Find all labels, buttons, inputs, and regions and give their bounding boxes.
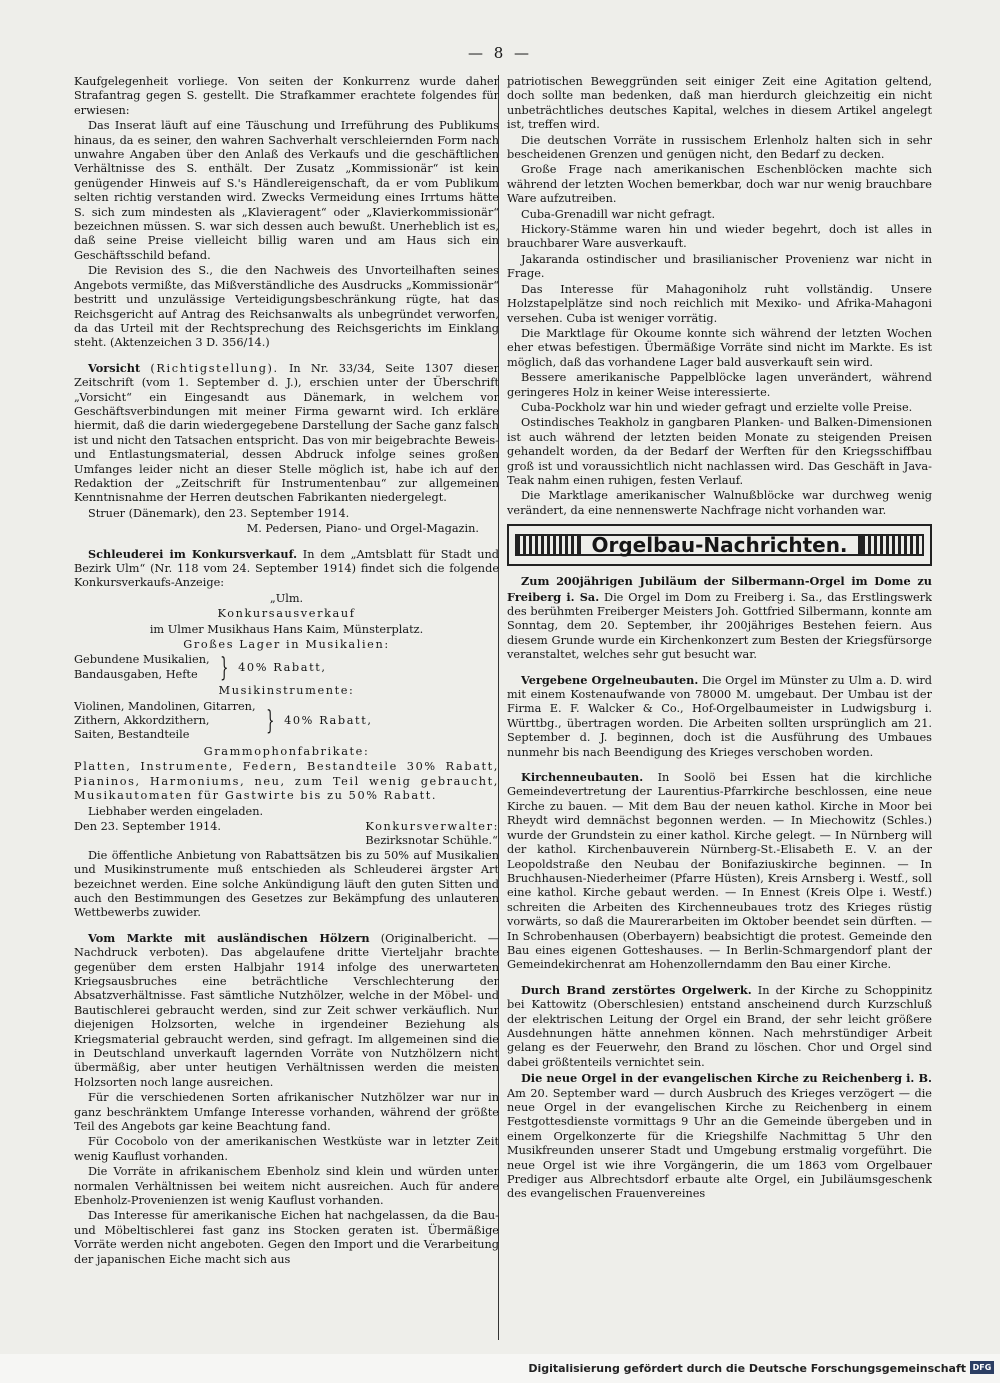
page-number: — 8 — (467, 44, 533, 62)
section-banner (507, 524, 932, 566)
ad-text: Platten, Instrumente, Federn, Bestandteile 30% Rabatt, Pianinos, Harmoniums, neu, zum Teil wenig gebraucht, Musikautomaten für Gastwirte bis zu 50% Rabatt. (74, 760, 499, 803)
right-column (507, 75, 932, 1345)
ad-administrator (365, 820, 499, 849)
ad-section-heading: Musikinstrumente: (218, 684, 355, 698)
paragraph: Die Marktlage amerikanischer Walnußblöcke war durchweg wenig verändert, da eine nennenswerte Nachfrage nicht vorhanden war. (507, 489, 932, 517)
paragraph: Für die verschiedenen Sorten afrikanischer Nutzhölzer war nur in ganz beschränktem Umfange Interesse vorhanden, während der größte Teil des Angebots gar keine Beachtung fand. (74, 1091, 499, 1134)
article-brand (507, 983, 932, 1070)
article-vorsicht (74, 361, 499, 506)
signature: M. Pedersen, Piano- und Orgel-Magazin. (246, 522, 479, 536)
article-heading: Vorsicht (88, 360, 141, 375)
paragraph: Das Interesse für amerikanische Eichen hat nachgelassen, da die Bau- und Möbeltischlerei fast ganz ins Stocken geraten ist. Übermäßige Vorräte werden nicht angeboten. Gegen den Import und die Verarbeitung der japanischen Eiche macht sich aus (74, 1209, 499, 1266)
ad-title: Konkursausverkauf (217, 607, 356, 621)
paragraph: Kaufgelegenheit vorliege. Von seiten der Konkurrenz wurde daher Strafantrag gegen S. gestellt. Die Strafkammer erachtete folgendes für erwiesen: (74, 75, 499, 117)
banner-ornament (515, 534, 579, 556)
article-text: In dem „Amtsblatt für Stadt und Bezirk Ulm“ (Nr. 118 vom 24. September 1914) findet sich die folgende Konkursverkaufs-Anzeige: (74, 547, 499, 590)
paragraph: Die Vorräte in afrikanischem Ebenholz sind klein und würden unter normalen Verhältnissen bei weitem nicht ausreichen. Auch für andere Ebenholz-Provenienzen ist wenig Kauflust vorhanden. (74, 1165, 499, 1208)
paragraph: Die Marktlage für Okoume konnte sich während der letzten Wochen eher etwas befestigen. Übermäßige Vorräte sind nicht im Markte. Es ist möglich, daß das vorhandene Lager bald ausverkauft sein wird. (507, 326, 932, 369)
ad-kv-name: Bezirksnotar Schühle.“ (365, 834, 498, 848)
brace: } (219, 652, 228, 683)
ad-item: Zithern, Akkordzithern, (74, 714, 210, 728)
article-kirchenneubauten (507, 770, 932, 973)
footer-credit: Digitalisierung gefördert durch die Deutsche Forschungsgemeinschaft (528, 1362, 966, 1375)
article-orgelneubauten (507, 673, 932, 760)
article-text: In Nr. 33/34, Seite 1307 dieser Zeitschrift (vom 1. September d. J.), erschien unter der Überschrift „Vorsicht“ ein Eingesandt aus Dänemark, in welchem vor Geschäftsverbindungen mit meiner Firma gewarnt wird. Ich erkläre hiermit, daß die darin wiedergegebene Darstellung der Sache ganz falsch ist und nicht den Tatsachen entspricht. Das von mir beigebrachte Beweis- und Entlastungsmaterial, dessen Abdruck infolge seines großen Umfanges leider nicht an dieser Stelle möglich ist, habe ich auf der Redaktion der „Zeitschrift für Instrumentenbau“ zur allgemeinen Kenntnisnahme der Herren deutschen Fabrikanten niedergelegt. (74, 361, 499, 505)
ad-item: Saiten, Bestandteile (74, 728, 190, 742)
paragraph: Für Cocobolo von der amerikanischen Westküste war in letzter Zeit wenig Kauflust vorhanden. (74, 1135, 499, 1163)
paragraph: Die Revision des S., die den Nachweis des Unvorteilhaften seines Angebots vermißte, das Mißverständliche des Ausdrucks „Kommissionär“ bestritt und unzulässige Verteidigungsbeschränkung rügte, hat das Reichsgericht auf Antrag des Reichsanwalts als unbegründet verworfen, da das Urteil mit der Rechtsprechung des Reichsgerichts im Einklang steht. (Aktenzeichen 3 D. 356/14.) (74, 264, 499, 350)
ad-kv-label: Konkursverwalter: (365, 819, 499, 833)
ad-shop: im Ulmer Musikhaus Hans Kaim, Münsterplatz. (149, 622, 424, 636)
ad-date: Den 23. September 1914. (74, 819, 222, 833)
paragraph: Hickory-Stämme waren hin und wieder begehrt, doch ist alles in brauchbarer Ware ausverkauft. (507, 223, 932, 251)
ad-group-musikalien (74, 653, 499, 682)
ad-section-heading: Großes Lager in Musikalien: (183, 638, 390, 652)
paragraph: Ostindisches Teakholz in gangbaren Planken- und Balken-Dimensionen ist auch während der letzten beiden Monate zu steigenden Preisen gehandelt worden, da der Bedarf der Werften für den Kriegsschiffbau groß ist und voraussichtlich nicht nachlassen wird. Das Geschäft in Java-Teak nahm einen ruhigen, festen Verlauf. (507, 416, 932, 487)
ad-footer (74, 820, 499, 849)
ad-item: Violinen, Mandolinen, Gitarren, (74, 699, 256, 713)
article-text: Die Orgel im Dom zu Freiberg i. Sa., das Erstlingswerk des berühmten Freiberger Meisters Joh. Gottfried Silbermann, konnte am Sonntag, dem 20. September, ihr 200jähriges Bestehen feiern. Aus diesem Grunde wurde ein Kirchenkonzert zum Besten der Kriegsfürsorge veranstaltet, welches sehr gut besucht war. (507, 590, 932, 662)
ad-text: Liebhaber werden eingeladen. (88, 804, 264, 818)
article-markt (74, 931, 499, 1090)
article-subheading: (Richtigstellung). (150, 361, 279, 375)
paragraph: Die deutschen Vorräte in russischem Erlenholz halten sich in sehr bescheidenen Grenzen und genügen nicht, den Bedarf zu decken. (507, 133, 932, 162)
article-heading: Zum 200jährigen Jubiläum der Silbermann-Orgel im Dome zu Freiberg i. Sa. (507, 574, 932, 604)
ad-discount: 40% Rabatt, (238, 660, 327, 674)
article-heading: Die neue Orgel in der evangelischen Kirche zu Reichenberg i. B. (521, 1071, 932, 1086)
left-column (74, 75, 499, 1345)
article-heading: Durch Brand zerstörtes Orgelwerk. (521, 982, 752, 997)
article-heading: Kirchenneubauten. (521, 770, 644, 785)
brace: } (265, 706, 274, 737)
article-heading: Vergebene Orgelneubauten. (521, 672, 699, 687)
article-text: Die Orgel im Münster zu Ulm a. D. wird mit einem Kostenaufwande von 78000 M. umgebaut. Der Umbau ist der Firma E. F. Walcker & Co., Hof-Orgelbaumeister in Ludwigsburg i. Württbg., übertragen worden. Die Arbeiten sollten ursprünglich am 21. September d. J. beginnen, doch ist die Ausführung des Umbaues nunmehr bis nach Beendigung des Krieges verschoben worden. (507, 673, 932, 759)
paragraph: Bessere amerikanische Pappelblöcke lagen unverändert, während geringeres Holz in keiner Weise interessierte. (507, 371, 932, 399)
article-text: In der Kirche zu Schoppinitz bei Kattowitz (Oberschlesien) entstand anscheinend durch Kurzschluß der elektrischen Leitung der Orgel ein Brand, der sehr leicht größere Ausdehnungen hätte annehmen können. Nach mehrstündiger Arbeit gelang es der Feuerwehr, den Brand zu löschen. Chor und Orgel sind dabei größtenteils vernichtet sein. (507, 983, 932, 1069)
ad-discount: 40% Rabatt, (284, 714, 373, 728)
article-text: Am 20. September ward — durch Ausbruch des Krieges verzögert — die neue Orgel in der evangelischen Kirche zu Reichenberg in einem Festgottesdienste vormittags 9 Uhr an die Gemeinde übergeben und in einem Orgelkonzerte für die Kriegshilfe Nachmittag 5 Uhr den Musikfreunden unserer Stadt und Umgebung erstmalig vorgeführt. Die neue Orgel ist wie ihre Vorgängerin, die um 1863 vom Orgelbauer Prediger aus Albrechtsdorf erbaute alte Orgel, ein Jubiläumsgeschenk des evangelischen Frauenvereines (507, 1086, 932, 1201)
dfg-logo: DFG (970, 1361, 994, 1374)
ad-section-heading: Grammophonfabrikate: (203, 744, 370, 758)
ad-group-instrumente (74, 700, 499, 743)
article-text: In Soolö bei Essen hat die kirchliche Gemeindevertretung der Laurentius-Pfarrkirche beschlossen, eine neue Kirche zu bauen. — Mit dem Bau der neuen kathol. Kirche in Moor bei Rheydt wird demnächst begonnen werden. — In Miechowitz (Schles.) wurde der Grundstein zu einer kathol. Kirche gelegt. — In Nürnberg will der kathol. Kirchenbauverein Nürnberg-St.-Elisabeth E. V. an der Leopoldstraße den Neubau der Bonifaziuskirche beginnen. — In Bruchhausen-Niederheimer (Pfarre Hüsten), Kreis Arnsberg i. Westf., soll eine kathol. Kirche gebaut werden. — In Ennest (Kreis Olpe i. Westf.) schreiten die Arbeiten des Kirchenneubaues trotz des Krieges rüstig vorwärts, so daß die Maurerarbeiten im Oktober beendet sein dürften. — In Schrobenhausen (Oberbayern) beabsichtigt die protest. Gemeinde den Bau eines eigenen Gotteshauses. — In Berlin-Schmargendorf plant der Gemeindekirchenrat am Hohenzollerndamm den Bau einer Kirche. (507, 771, 932, 972)
paragraph: Das Inserat läuft auf eine Täuschung und Irreführung des Publikums hinaus, da es seiner, den wahren Sachverhalt verschleiernden Form nach unwahre Angaben über den Anlaß des Verkaufs und die geschäftlichen Verhältnisse des S. enthält. Der Zusatz „Kommissionär“ ist kein genügender Hinweis auf S.'s Händlereigenschaft, da er vom Publikum selten richtig verstanden wird. Zwecks Vermeidung eines Irrtums hätte S. sich zum mindesten als „Klavieragent“ oder „Klavierkommissionär“ bezeichnen müssen. S. war sich dessen auch bewußt. Unerheblich ist es, daß seine Preise vielleicht billig waren und am Haus sich ein Geschäftsschild befand. (74, 119, 499, 262)
ad-place: „Ulm. (269, 591, 304, 605)
footer-bar (0, 1354, 1000, 1383)
banner-ornament (860, 534, 924, 556)
paragraph: Die öffentliche Anbietung von Rabattsätzen bis zu 50% auf Musikalien und Musikinstrumente muß entschieden als Schleuderei ärgster Art bezeichnet werden. Eine solche Ankündigung läuft den guten Sitten und auch den Bestimmungen des Gesetzes zur Bekämpfung des unlauteren Wettbewerbs zuwider. (74, 848, 499, 920)
ad-item: Gebundene Musikalien, (74, 653, 210, 667)
ad-item: Bandausgaben, Hefte (74, 667, 198, 681)
dateline: Struer (Dänemark), den 23. September 1914. (88, 506, 350, 520)
paragraph: Cuba-Grenadill war nicht gefragt. (521, 207, 716, 221)
article-heading: Vom Markte mit ausländischen Hölzern (88, 930, 370, 945)
paragraph: Große Frage nach amerikanischen Eschenblöcken machte sich während der letzten Wochen bemerkbar, doch war nur wenig brauchbare Ware aufzutreiben. (507, 163, 932, 206)
article-reichenberg (507, 1071, 932, 1202)
paragraph: Cuba-Pockholz war hin und wieder gefragt und erzielte volle Preise. (521, 400, 913, 414)
article-text: (Originalbericht. — Nachdruck verboten). Das abgelaufene dritte Vierteljahr brachte gegenüber dem ersten Halbjahr 1914 infolge des unerwarteten Kriegsausbruches eine beträchtliche Verschlechterung der Absatzverhältnisse. Fast sämtliche Nutzhölzer, welche in der Möbel- und Bautischlerei gebraucht werden, sind zur Zeit schwer verkäuflich. Nur diejenigen Holzsorten, welche in irgendeiner Beziehung als Kriegsmaterial gebraucht werden, sind gefragt. Im allgemeinen sind die in Deutschland unverkauft lagernden Vorräte von Nutzhölzern nicht übermäßig, aber unter heutigen Verhältnissen werden die meisten Holzsorten noch lange ausreichen. (74, 931, 499, 1089)
paragraph: Jakaranda ostindischer und brasilianischer Provenienz war nicht in Frage. (507, 252, 932, 281)
banner-title: Orgelbau-Nachrichten. (579, 534, 859, 556)
article-jubilaeum (507, 574, 932, 662)
paragraph: patriotischen Beweggründen seit einiger Zeit eine Agitation geltend, doch sollte man bedenken, daß man hierdurch gleichzeitig ein nicht unbeträchtliches deutsches Kapital, welches in diesem Artikel angelegt ist, treffen wird. (507, 75, 932, 132)
article-heading: Schleuderei im Konkursverkauf. (88, 546, 298, 561)
paragraph: Das Interesse für Mahagoniholz ruht vollständig. Unsere Holzstapelplätze sind noch reichlich mit Mexiko- und Afrika-Mahagoni versehen. Cuba ist weniger vorrätig. (507, 282, 932, 325)
article-schleuderei (74, 547, 499, 591)
